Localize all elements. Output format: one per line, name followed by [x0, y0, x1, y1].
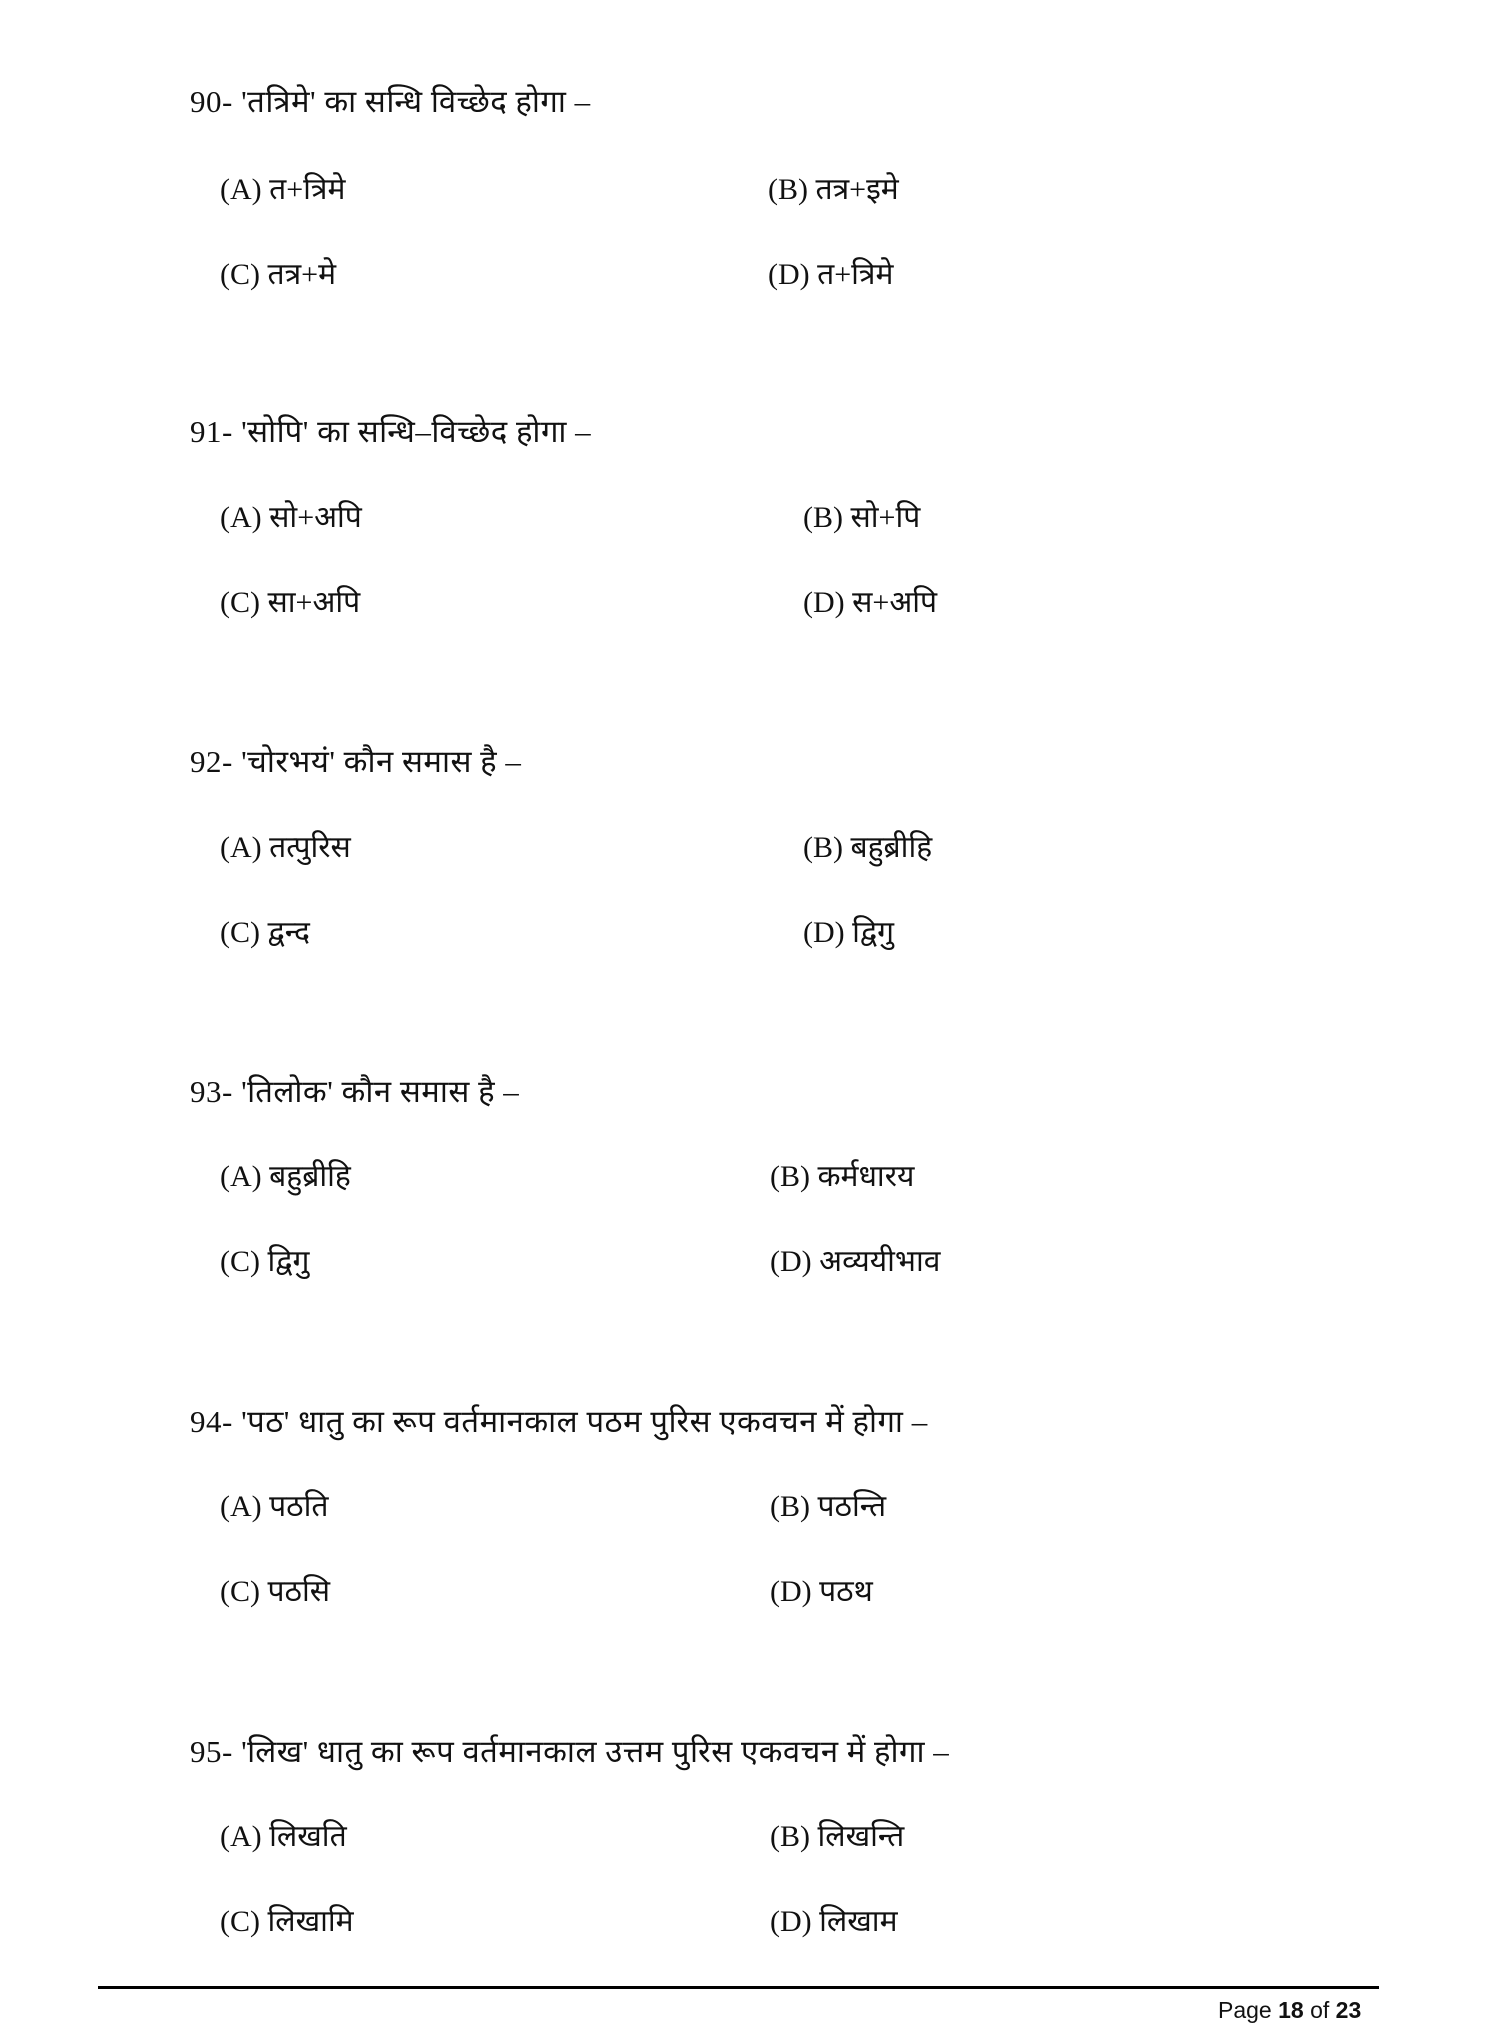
q93-option-c: (C) द्विगु: [220, 1245, 310, 1278]
question-95: 95- 'लिख' धातु का रूप वर्तमानकाल उत्तम पुरिस एकवचन में होगा –: [190, 1734, 950, 1769]
q93-option-a: (A) बहुब्रीहि: [220, 1160, 351, 1193]
q94-option-a: (A) पठति: [220, 1490, 329, 1523]
q90-option-a: (A) त+त्रिमे: [220, 173, 346, 206]
of-label: of: [1310, 1997, 1330, 2023]
q94-option-d: (D) पठथ: [770, 1575, 873, 1608]
page-label: Page: [1218, 1997, 1272, 2023]
question-93: 93- 'तिलोक' कौन समास है –: [190, 1074, 520, 1109]
q92-option-a: (A) तत्पुरिस: [220, 831, 351, 864]
q90-option-d: (D) त+त्रिमे: [768, 258, 894, 291]
q94-option-b: (B) पठन्ति: [770, 1490, 887, 1523]
q91-option-c: (C) सा+अपि: [220, 586, 361, 619]
q95-option-a: (A) लिखति: [220, 1820, 347, 1853]
question-94: 94- 'पठ' धातु का रूप वर्तमानकाल पठम पुरिस एकवचन में होगा –: [190, 1404, 928, 1439]
q94-option-c: (C) पठसि: [220, 1575, 331, 1608]
q95-option-c: (C) लिखामि: [220, 1905, 354, 1938]
q93-option-d: (D) अव्ययीभाव: [770, 1245, 941, 1278]
q90-option-b: (B) तत्र+इमे: [768, 173, 899, 206]
current-page: 18: [1278, 1997, 1304, 2023]
q91-option-d: (D) स+अपि: [803, 586, 938, 619]
page-number: [1218, 1993, 1361, 2027]
q92-option-b: (B) बहुब्रीहि: [803, 831, 933, 864]
q92-option-c: (C) द्वन्द: [220, 916, 310, 949]
question-91: 91- 'सोपि' का सन्धि–विच्छेद होगा –: [190, 414, 592, 449]
footer-divider: [98, 1986, 1379, 1989]
total-pages: 23: [1335, 1997, 1362, 2023]
q95-option-b: (B) लिखन्ति: [770, 1820, 905, 1853]
q95-option-d: (D) लिखाम: [770, 1905, 898, 1938]
q92-option-d: (D) द्विगु: [803, 916, 895, 949]
q90-option-c: (C) तत्र+मे: [220, 258, 337, 291]
q91-option-b: (B) सो+पि: [803, 501, 921, 534]
q91-option-a: (A) सो+अपि: [220, 501, 362, 534]
question-92: 92- 'चोरभयं' कौन समास है –: [190, 744, 522, 779]
q93-option-b: (B) कर्मधारय: [770, 1160, 915, 1193]
question-90: 90- 'तत्रिमे' का सन्धि विच्छेद होगा –: [190, 84, 591, 119]
